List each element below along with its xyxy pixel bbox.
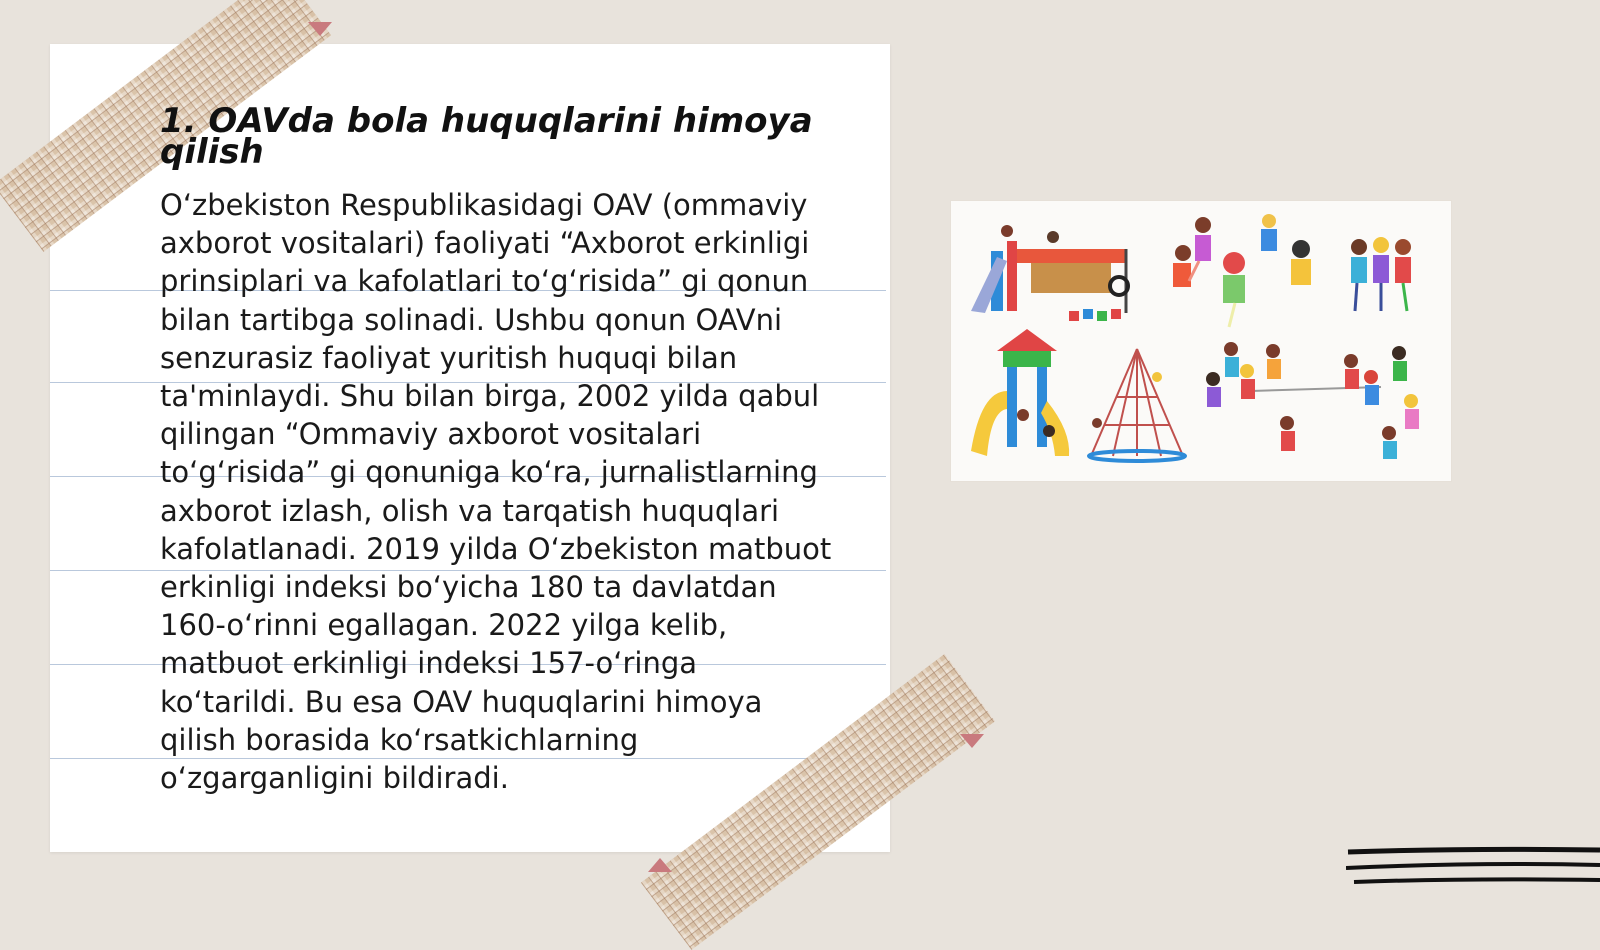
children-group-icon	[1351, 237, 1411, 311]
slide-title: 1. OAVda bola huquqlarini himoya qilish	[160, 101, 813, 172]
tape-corner-mark	[648, 858, 672, 872]
playground-icon	[951, 201, 1451, 481]
playground-slide-icon	[971, 225, 1128, 321]
slide-body-text: O‘zbekiston Respublikasidagi OAV (ommaviy axborot vositalari) faoliyati “Axborot erkinligi prinsiplari va kafolatlari to‘g‘risida” gi qonun bilan tartibga solinadi. Ushbu qonun OAVni senzurasiz faoliyat yuritish huquqi bilan ta'minlaydi. Shu bilan birga, 2002 yilda qabul qilingan “Ommaviy axborot vositalari to‘g‘risida” gi qonuniga ko‘ra, jurnalistlarning axborot izlash, olish va tarqatish huquqlari kafolatlanadi. 2019 yilda O‘zbekiston matbuot erkinligi indeksi bo‘yicha 180 ta davlatdan 160-o‘rinni egallagan. 2022 yilga kelib, matbuot erkinligi indeksi 157-o‘ringa ko‘tarildi. Bu esa OAV huquqlarini himoya qilish borasida ko‘rsatkichlarning o‘zgarganligini bildiradi.	[160, 188, 832, 796]
rope-pyramid-icon	[1089, 349, 1185, 461]
tape-corner-mark	[960, 734, 984, 748]
running-children-icon	[1173, 214, 1311, 327]
decorative-stroke-lines	[1346, 846, 1600, 892]
tape-corner-mark	[308, 22, 332, 36]
playhouse-slide-icon	[971, 329, 1069, 456]
tug-of-war-icon	[1206, 342, 1419, 459]
children-playground-illustration	[950, 200, 1452, 482]
